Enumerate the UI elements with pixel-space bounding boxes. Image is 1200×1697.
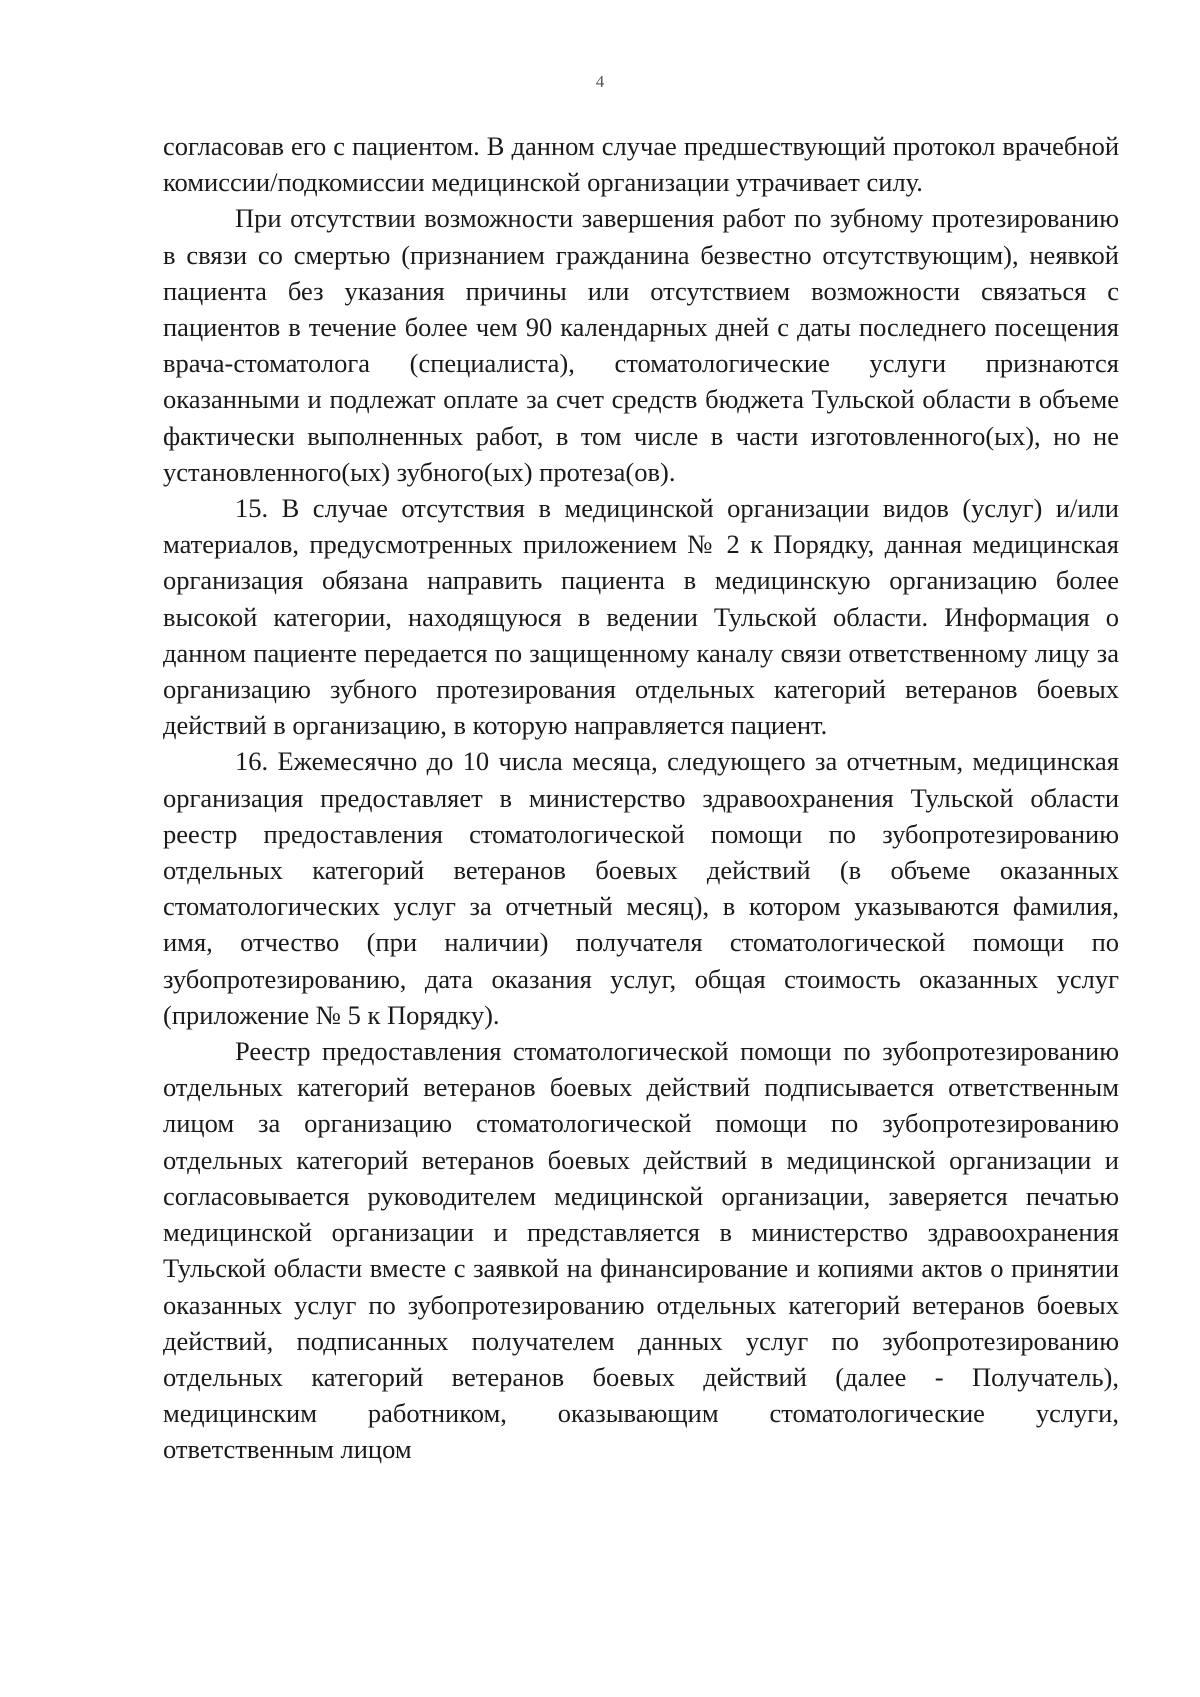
paragraph-item-16: 16. Ежемесячно до 10 числа месяца, следующего за отчетным, медицинская организация предоставляет в министерство здравоохранения Тульской области реестр предоставления стоматологической помощи по зубопротезированию отдельных категорий ветеранов боевых действий (в объеме оказанных стоматологических услуг за отчетный месяц), в котором указываются фамилия, имя, отчество (при наличии) получателя стоматологической помощи по зубопротезированию, дата оказания услуг, общая стоимость оказанных услуг (приложение № 5 к Порядку). [163, 746, 1119, 1030]
paragraph-no-completion: При отсутствии возможности завершения работ по зубному протезированию в связи со смертью (признанием гражданина безвестно отсутствующим), неявкой пациента без указания причины или отсутствием возможности связаться с пациентов в течение более чем 90 календарных дней с даты последнего посещения врача-стоматолога (специалиста), стоматологические услуги признаются оказанными и подлежат оплате за счет средств бюджета Тульской области в объеме фактически выполненных работ, в том числе в части изготовленного(ых), но не установленного(ых) зубного(ых) протеза(ов). [163, 203, 1119, 487]
page-number: 4 [595, 72, 605, 91]
paragraph-item-15: 15. В случае отсутствия в медицинской организации видов (услуг) и/или материалов, предусмотренных приложением № 2 к Порядку, данная медицинская организация обязана направить пациента в медицинскую организацию более высокой категории, находящуюся в ведении Тульской области. Информация о данном пациенте передается по защищенному каналу связи ответственному лицу за организацию зубного протезирования отдельных категорий ветеранов боевых действий в организацию, в которую направляется пациент. [163, 493, 1119, 741]
paragraph-continuation: согласовав его с пациентом. В данном случае предшествующий протокол врачебной комиссии/подкомиссии медицинской организации утрачивает силу. [163, 131, 1119, 198]
document-body [163, 128, 1119, 1468]
paragraph-registry: Реестр предоставления стоматологической помощи по зубопротезированию отдельных категорий ветеранов боевых действий подписывается ответственным лицом за организацию стоматологической помощи по зубопротезированию отдельных категорий ветеранов боевых действий в медицинской организации и согласовывается руководителем медицинской организации, заверяется печатью медицинской организации и представляется в министерство здравоохранения Тульской области вместе с заявкой на финансирование и копиями актов о принятии оказанных услуг по зубопротезированию отдельных категорий ветеранов боевых действий, подписанных получателем данных услуг по зубопротезированию отдельных категорий ветеранов боевых действий (далее - Получатель), медицинским работником, оказывающим стоматологические услуги, ответственным лицом [163, 1036, 1119, 1465]
